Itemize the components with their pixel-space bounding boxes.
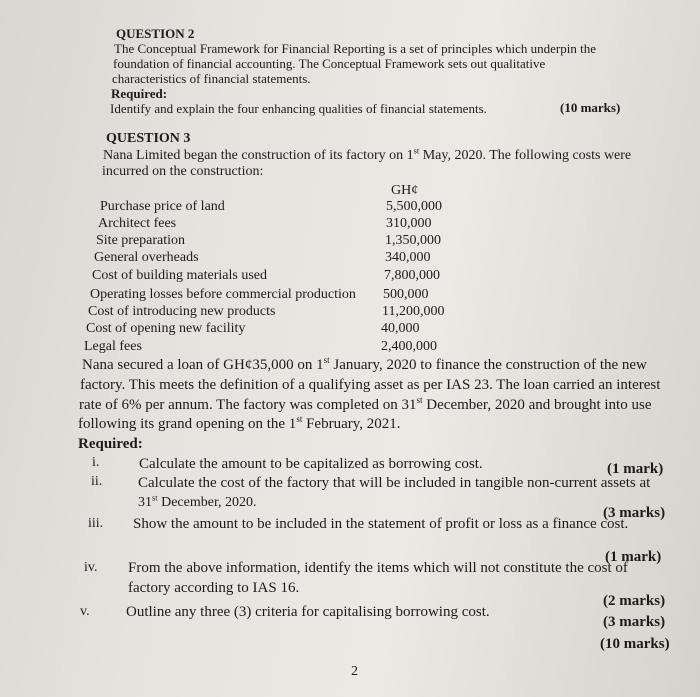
cost-label: Purchase price of land	[100, 199, 225, 214]
q3-intro-line: Nana Limited began the construction of its factory on 1st May, 2020. The following costs were	[103, 146, 632, 163]
page-number: 2	[351, 664, 358, 679]
cost-amount: 310,000	[386, 216, 432, 231]
cost-amount: 7,800,000	[384, 268, 440, 283]
item-v-text: Outline any three (3) criteria for capitalising borrowing cost.	[126, 604, 490, 620]
question-2-title: QUESTION 2	[116, 26, 195, 41]
loan-paragraph-line: rate of 6% per annum. The factory was completed on 31st December, 2020 and brought into use	[79, 395, 652, 413]
cost-amount: 11,200,000	[382, 304, 445, 319]
q2-marks: (10 marks)	[560, 100, 621, 115]
q2-paragraph-line: foundation of financial accounting. The Conceptual Framework sets out qualitative	[113, 56, 546, 71]
item-i-marks: (1 mark)	[607, 461, 664, 477]
question-3-title: QUESTION 3	[106, 131, 191, 146]
cost-label: Legal fees	[84, 339, 142, 354]
cost-amount: 500,000	[383, 287, 429, 302]
loan-paragraph-line: following its grand opening on the 1st February, 2021.	[78, 414, 401, 432]
q2-paragraph-line: The Conceptual Framework for Financial Reporting is a set of principles which underpin the	[114, 41, 596, 56]
q2-required-label: Required:	[111, 86, 168, 101]
item-iv-marks: (2 marks)	[603, 593, 666, 609]
item-iii-text: Show the amount to be included in the statement of profit or loss as a finance cost.	[133, 516, 629, 532]
cost-amount: 1,350,000	[385, 233, 441, 248]
item-number: ii.	[91, 474, 103, 489]
cost-amount: 40,000	[381, 321, 420, 336]
total-marks: (10 marks)	[600, 636, 670, 652]
item-number: iv.	[84, 560, 98, 575]
item-number: iii.	[88, 516, 104, 531]
cost-label: Architect fees	[98, 216, 177, 231]
cost-label: Operating losses before commercial production	[90, 287, 356, 302]
cost-amount: 5,500,000	[386, 199, 442, 214]
item-v-marks: (3 marks)	[603, 614, 666, 630]
loan-paragraph-line: factory. This meets the definition of a qualifying asset as per IAS 23. The loan carried an interest	[80, 377, 661, 393]
item-ii-text: 31st December, 2020.	[138, 493, 257, 510]
cost-amount: 340,000	[385, 250, 431, 265]
item-number: v.	[80, 604, 90, 619]
cost-label: General overheads	[94, 250, 199, 265]
item-iii-marks: (1 mark)	[605, 549, 662, 565]
loan-paragraph-line: Nana secured a loan of GH¢35,000 on 1st January, 2020 to finance the construction of the new	[82, 355, 647, 373]
cost-label: Cost of opening new facility	[86, 321, 246, 336]
cost-amount: 2,400,000	[381, 339, 437, 354]
item-ii-marks: (3 marks)	[603, 505, 666, 521]
q2-paragraph-line: characteristics of financial statements.	[112, 71, 311, 86]
item-number: i.	[92, 455, 100, 470]
q2-task: Identify and explain the four enhancing qualities of financial statements.	[110, 101, 487, 116]
item-ii-text: Calculate the cost of the factory that will be included in tangible non-current assets at	[138, 475, 651, 491]
item-iv-text: From the above information, identify the items which will not constitute the cost of	[128, 560, 628, 576]
currency-header: GH¢	[391, 183, 419, 198]
item-i-text: Calculate the amount to be capitalized as borrowing cost.	[139, 456, 483, 472]
item-iv-text: factory according to IAS 16.	[128, 580, 300, 596]
q3-intro-line: incurred on the construction:	[102, 164, 264, 179]
cost-label: Cost of introducing new products	[88, 304, 276, 319]
cost-label: Cost of building materials used	[92, 268, 267, 283]
q3-required-label: Required:	[78, 436, 143, 452]
cost-label: Site preparation	[96, 233, 186, 248]
